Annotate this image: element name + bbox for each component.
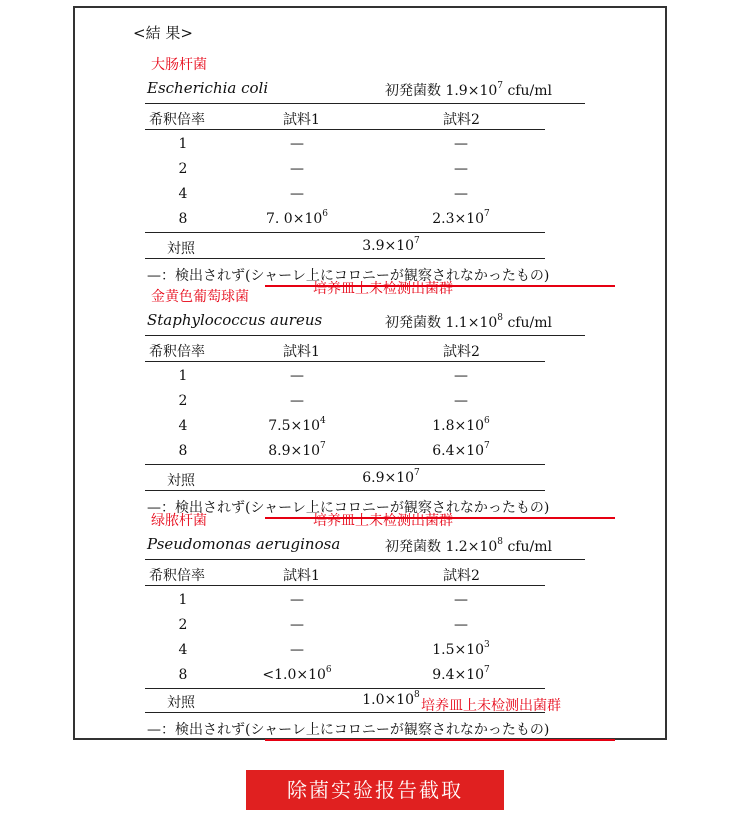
sample2-cell — [405, 418, 517, 434]
initial-count-label: 初発菌数 — [385, 315, 441, 331]
sample2-value-mantissa: — — [454, 136, 468, 152]
legend-note: —：検出されず(シャーレ上にコロニーが観察されなかったもの) — [147, 722, 550, 738]
initial-count-exponent: 8 — [497, 313, 503, 324]
sample2-cell — [405, 443, 517, 459]
table-top-rule — [145, 559, 585, 560]
species-name: Pseudomonas aeruginosa — [147, 535, 341, 553]
sample2-value-mantissa: 2.3×10 — [432, 211, 485, 227]
initial-count-unit: cfu/ml — [507, 539, 552, 555]
sample1-value-mantissa: 7.5×10 — [268, 418, 321, 434]
species-name: Escherichia coli — [147, 79, 269, 97]
sample1-cell — [241, 186, 353, 202]
legend-cn-note: 培养皿上未检测出菌群 — [313, 281, 453, 297]
control-top-rule — [145, 232, 545, 233]
dilution-cell: 1 — [178, 136, 188, 152]
table-top-rule — [145, 335, 585, 336]
col-header-sample2: 試料2 — [443, 112, 480, 128]
sample2-cell — [405, 161, 517, 177]
species-name: Staphylococcus aureus — [147, 311, 323, 329]
sample1-value-mantissa: — — [290, 136, 304, 152]
sample2-value-exponent: 6 — [484, 416, 490, 427]
sample1-cell — [241, 368, 353, 384]
sample1-value-mantissa: 7. 0×10 — [266, 211, 323, 227]
control-label: 対照 — [167, 473, 195, 489]
sample2-cell — [405, 186, 517, 202]
dilution-cell: 1 — [178, 368, 188, 384]
legend-cn-note: 培养皿上未检测出菌群 — [421, 698, 561, 714]
dilution-cell: 8 — [178, 211, 188, 227]
sample1-value-exponent: 6 — [325, 665, 332, 676]
dilution-cell: 2 — [178, 617, 188, 633]
species-cn-label: 金黄色葡萄球菌 — [151, 289, 249, 305]
report-document — [73, 6, 667, 740]
header-rule — [145, 585, 545, 586]
dilution-cell: 4 — [178, 642, 188, 658]
control-value-mantissa: 6.9×10 — [362, 470, 415, 486]
sample1-cell — [241, 592, 353, 608]
control-cell — [335, 238, 447, 254]
sample2-value-mantissa: — — [454, 617, 468, 633]
dilution-cell: 1 — [178, 592, 188, 608]
sample1-value-mantissa: 8.9×10 — [268, 443, 321, 459]
col-header-sample2: 試料2 — [443, 344, 480, 360]
initial-count — [385, 80, 552, 100]
report-banner: 除菌实验报告截取 — [246, 770, 504, 810]
sample1-cell — [241, 211, 353, 227]
col-header-sample2: 試料2 — [443, 568, 480, 584]
sample1-value-exponent: 4 — [320, 416, 326, 427]
control-top-rule — [145, 464, 545, 465]
sample2-cell — [405, 211, 517, 227]
col-header-dilution: 希釈倍率 — [149, 344, 205, 360]
initial-count — [385, 312, 552, 332]
control-bottom-rule — [145, 490, 545, 491]
species-cn-label: 大肠杆菌 — [151, 57, 207, 73]
sample2-value-mantissa: — — [454, 368, 468, 384]
sample2-cell — [405, 136, 517, 152]
control-top-rule — [145, 688, 545, 689]
sample1-value-mantissa: — — [290, 642, 304, 658]
initial-count — [385, 536, 552, 556]
dilution-cell: 4 — [178, 186, 188, 202]
control-value-exponent: 7 — [414, 236, 420, 247]
legend-note: —：検出されず(シャーレ上にコロニーが観察されなかったもの) — [147, 268, 550, 284]
control-cell — [335, 470, 447, 486]
dilution-cell: 4 — [178, 418, 188, 434]
dilution-cell: 2 — [178, 161, 188, 177]
sample2-cell — [405, 642, 517, 658]
results-heading: <結 果> — [133, 24, 193, 42]
initial-count-mantissa: 1.2×10 — [445, 539, 498, 555]
sample1-cell — [241, 393, 353, 409]
control-value-exponent: 8 — [414, 690, 420, 701]
sample2-value-mantissa: 6.4×10 — [432, 443, 485, 459]
control-bottom-rule — [145, 258, 545, 259]
sample2-cell — [405, 667, 517, 683]
sample1-cell — [241, 617, 353, 633]
table-top-rule — [145, 103, 585, 104]
control-label: 対照 — [167, 695, 195, 711]
sample2-cell — [405, 617, 517, 633]
species-cn-label: 绿脓杆菌 — [151, 513, 207, 529]
legend-note: —：検出されず(シャーレ上にコロニーが観察されなかったもの) — [147, 500, 550, 516]
header-rule — [145, 361, 545, 362]
col-header-dilution: 希釈倍率 — [149, 112, 205, 128]
header-rule — [145, 129, 545, 130]
sample2-value-exponent: 3 — [484, 640, 490, 651]
initial-count-mantissa: 1.9×10 — [445, 83, 498, 99]
dilution-cell: 8 — [178, 667, 188, 683]
sample2-value-mantissa: 1.5×10 — [432, 642, 485, 658]
initial-count-label: 初発菌数 — [385, 539, 441, 555]
col-header-sample1: 試料1 — [283, 112, 320, 128]
sample1-cell — [241, 667, 353, 683]
sample1-value-mantissa: — — [290, 186, 304, 202]
sample2-value-exponent: 7 — [484, 665, 490, 676]
sample1-cell — [241, 418, 353, 434]
control-label: 対照 — [167, 241, 195, 257]
initial-count-unit: cfu/ml — [507, 315, 552, 331]
sample1-value-mantissa: <1.0×10 — [262, 667, 326, 683]
initial-count-unit: cfu/ml — [507, 83, 552, 99]
sample2-value-mantissa: — — [454, 186, 468, 202]
sample1-value-mantissa: — — [290, 592, 304, 608]
control-value-mantissa: 3.9×10 — [362, 238, 415, 254]
dilution-cell: 8 — [178, 443, 188, 459]
sample2-cell — [405, 393, 517, 409]
sample1-cell — [241, 443, 353, 459]
sample1-cell — [241, 642, 353, 658]
col-header-sample1: 試料1 — [283, 568, 320, 584]
sample1-value-exponent: 6 — [322, 209, 328, 220]
sample2-value-mantissa: — — [454, 393, 468, 409]
initial-count-exponent: 8 — [497, 537, 503, 548]
sample1-value-mantissa: — — [290, 393, 304, 409]
col-header-dilution: 希釈倍率 — [149, 568, 205, 584]
sample1-value-mantissa: — — [290, 161, 304, 177]
sample2-value-mantissa: 9.4×10 — [432, 667, 485, 683]
sample2-value-exponent: 7 — [484, 441, 490, 452]
dilution-cell: 2 — [178, 393, 188, 409]
sample1-cell — [241, 136, 353, 152]
sample2-value-mantissa: — — [454, 592, 468, 608]
initial-count-label: 初発菌数 — [385, 83, 441, 99]
initial-count-mantissa: 1.1×10 — [445, 315, 498, 331]
sample2-cell — [405, 368, 517, 384]
sample2-value-mantissa: — — [454, 161, 468, 177]
sample1-value-exponent: 7 — [320, 441, 326, 452]
sample2-value-mantissa: 1.8×10 — [432, 418, 485, 434]
sample2-value-exponent: 7 — [484, 209, 490, 220]
col-header-sample1: 試料1 — [283, 344, 320, 360]
legend-cn-note: 培养皿上未检测出菌群 — [313, 513, 453, 529]
control-value-exponent: 7 — [414, 468, 420, 479]
sample1-value-mantissa: — — [290, 368, 304, 384]
sample2-cell — [405, 592, 517, 608]
sample1-value-mantissa: — — [290, 617, 304, 633]
legend-highlight — [265, 739, 615, 741]
control-value-mantissa: 1.0×10 — [362, 692, 415, 708]
sample1-cell — [241, 161, 353, 177]
initial-count-exponent: 7 — [497, 81, 503, 92]
